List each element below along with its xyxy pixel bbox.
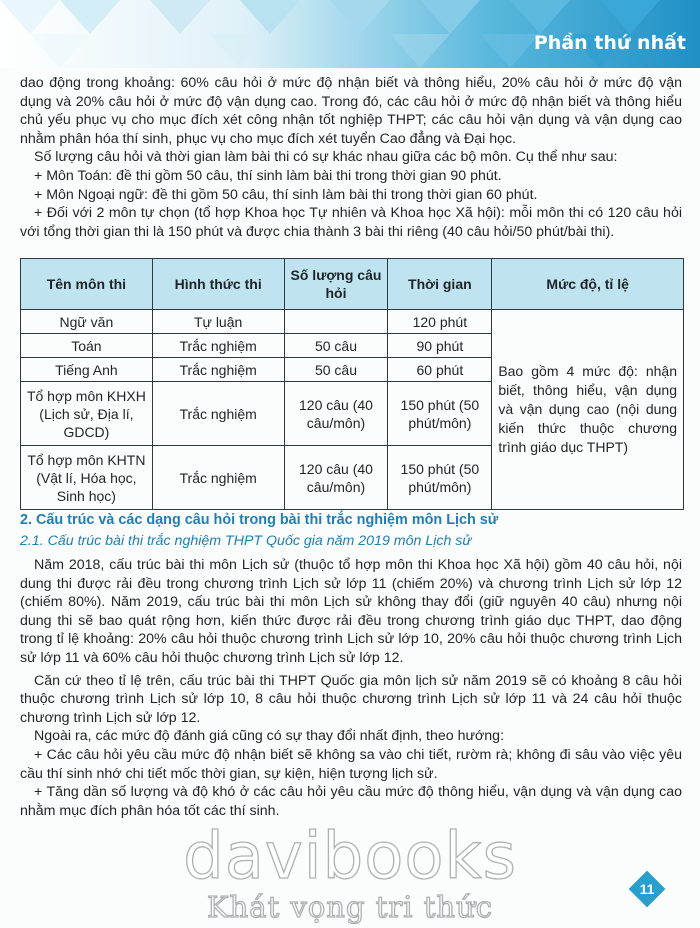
paragraph: Ngoài ra, các mức độ đánh giá cũng có sự thay đổi nhất định, theo hướng: [34,728,505,745]
column-header: Số lượng câu hỏi [284,259,388,310]
table-cell: Tự luận [152,310,284,334]
table-cell: 150 phút (50 phút/môn) [388,382,492,446]
table-cell: 120 câu (40 câu/môn) [284,446,388,510]
table-cell: Trắc nghiệm [152,358,284,382]
watermark-brand: davibooks [183,820,517,894]
table-cell: 50 câu [284,334,388,358]
paragraph: Căn cứ theo tỉ lệ trên, cấu trúc bài thi THPT Quốc gia môn lịch sử năm 2019 sẽ có khoảng 8 câu hỏi thuộc chương trình Lịch sử lớp 10, 8 câu hỏi thuộc chương trình Lịch sử lớp 11 và 24 câu hỏi thuộc chương trình Lịch sử lớp 12. [20,672,682,726]
bullet-item: + Môn Ngoại ngữ: đề thi gồm 50 câu, thí sinh làm bài thi trong thời gian 60 phút. [34,186,538,203]
table-cell: 150 phút (50 phút/môn) [388,446,492,510]
table-cell: Tổ hợp môn KHTN (Vật lí, Hóa học, Sinh học) [21,446,153,510]
bullet-item: + Tăng dần số lượng và độ khó ở các câu hỏi yêu cầu mức độ thông hiểu, vận dụng và vận dụng cao nhằm mục đích phân hóa tốt các thí sinh. [20,784,682,819]
column-header: Thời gian [388,259,492,310]
table-cell: Trắc nghiệm [152,446,284,510]
table-cell: 120 câu (40 câu/môn) [284,382,388,446]
column-header: Hình thức thi [152,259,284,310]
section-title: Phần thứ nhất [533,32,686,54]
paragraph: Số lượng câu hỏi và thời gian làm bài thi có sự khác nhau giữa các bộ môn. Cụ thể như sau: [34,149,618,166]
level-note-cell: Bao gồm 4 mức độ: nhận biết, thông hiểu, vận dụng và vận dụng cao (nội dung kiến thức thuộc chương trình giáo dục THPT) [492,310,684,510]
table-cell: 90 phút [388,334,492,358]
table-cell: Trắc nghiệm [152,382,284,446]
bullet-item: + Môn Toán: đề thi gồm 50 câu, thí sinh làm bài thi trong thời gian 90 phút. [34,167,502,184]
page-number: 11 [639,881,655,897]
column-header: Mức độ, tỉ lệ [492,259,684,310]
paragraph: dao động trong khoảng: 60% câu hỏi ở mức độ nhận biết và thông hiểu, 20% câu hỏi ở mức độ vận dụng và 20% câu hỏi ở mức độ vận dụng cao. Trong đó, các câu hỏi ở mức độ nhận biết và thông hiểu chủ yếu phục vụ cho mục đích xét công nhận tốt nghiệp THPT; các câu hỏi vận dụng và vận dụng cao nhằm phân hóa thí sinh, phục vụ cho mục đích xét tuyển Cao đẳng và Đại học. [20,75,682,147]
section-heading: 2. Cấu trúc và các dạng câu hỏi trong bài thi trắc nghiệm môn Lịch sử [20,512,499,528]
table-cell: Trắc nghiệm [152,334,284,358]
body-text-bottom [20,556,682,820]
section-subheading: 2.1. Cấu trúc bài thi trắc nghiệm THPT Quốc gia năm 2019 môn Lịch sử [20,533,472,549]
bullet-item: + Đối với 2 môn tự chọn (tổ hợp Khoa học Tự nhiên và Khoa học Xã hội): mỗi môn thi có 120 câu hỏi với tổng thời gian thi là 150 phút và được chia thành 3 bài thi riêng (40 câu hỏi/50 phút/bài thi). [20,205,682,240]
column-header: Tên môn thi [21,259,153,310]
table-cell: 120 phút [388,310,492,334]
table-row [21,310,684,334]
table-cell: 50 câu [284,358,388,382]
table-cell [284,310,388,334]
watermark-slogan: Khát vọng tri thức [206,890,494,924]
table-cell: Toán [21,334,153,358]
table-cell: Tổ hợp môn KHXH (Lịch sử, Địa lí, GDCD) [21,382,153,446]
page-number-badge [629,871,665,907]
exam-subjects-table [20,258,684,510]
bullet-item: + Các câu hỏi yêu cầu mức độ nhận biết sẽ không sa vào chi tiết, rườm rà; không đi sâu vào việc yêu cầu thí sinh nhớ chi tiết mốc thời gian, sự kiện, hiện tượng lịch sử. [20,746,682,782]
body-text-top [20,74,682,241]
page-header-banner [0,0,700,68]
paragraph: Năm 2018, cấu trúc bài thi môn Lịch sử (thuộc tổ hợp môn thi Khoa học Xã hội) gồm 40 câu hỏi, nội dung thi được rải đều trong chương trình Lịch sử lớp 11 (chiếm 20%) và chương trình Lịch sử lớp 12 (chiếm 80%). Năm 2019, cấu trúc bài thi môn Lịch sử không thay đổi (giữ nguyên 40 câu) nhưng nội dung thi sẽ bao quát rộng hơn, kiến thức được rải đều trong chương trình giáo dục THPT, dao động trong tỉ lệ khoảng: 20% câu hỏi thuộc chương trình Lịch sử lớp 10, 20% câu hỏi thuộc chương trình Lịch sử lớp 11 và 60% câu hỏi thuộc chương trình Lịch sử lớp 12. [20,557,682,666]
table-cell: Ngữ văn [21,310,153,334]
table-cell: 60 phút [388,358,492,382]
table-cell: Tiếng Anh [21,358,153,382]
table-header-row [21,259,684,310]
